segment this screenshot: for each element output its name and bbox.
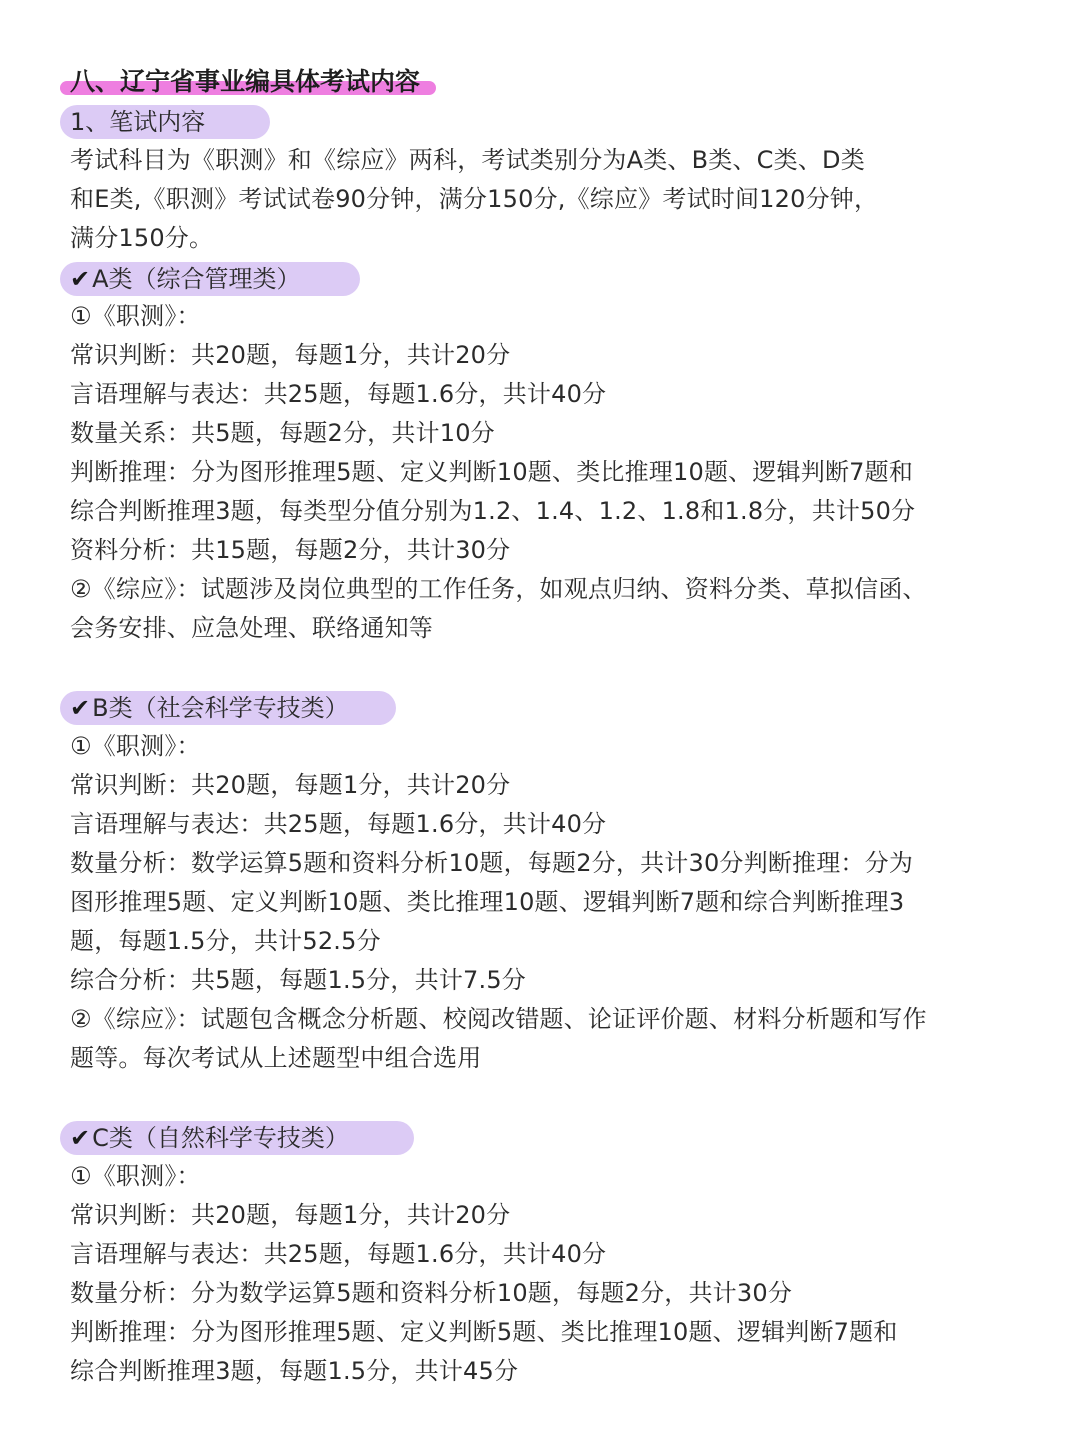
section-line: 数量分析：分为数学运算5题和资料分析10题，每题2分，共计30分 [70, 1279, 793, 1307]
intro-line: 和E类,《职测》考试试卷90分钟，满分150分,《综应》考试时间120分钟， [70, 185, 879, 213]
section-heading-c [60, 1121, 414, 1155]
check-icon: ✔ [70, 694, 91, 722]
section-line: 常识判断：共20题，每题1分，共计20分 [70, 771, 511, 799]
section-line: 言语理解与表达：共25题，每题1.6分，共计40分 [70, 380, 607, 408]
section-line: 图形推理5题、定义判断10题、类比推理10题、逻辑判断7题和综合判断推理3 [70, 888, 905, 916]
check-icon: ✔ [70, 265, 91, 293]
section-line: ①《职测》： [70, 732, 201, 760]
section-line: 资料分析：共15题，每题2分，共计30分 [70, 536, 511, 564]
section-line: 判断推理：分为图形推理5题、定义判断5题、类比推理10题、逻辑判断7题和 [70, 1318, 898, 1346]
section-line: 常识判断：共20题，每题1分，共计20分 [70, 1201, 511, 1229]
section-line: 常识判断：共20题，每题1分，共计20分 [70, 341, 511, 369]
section-line: 题等。每次考试从上述题型中组合选用 [70, 1044, 482, 1072]
page-title-text: 八、辽宁省事业编具体考试内容 [70, 67, 421, 96]
section-line: 判断推理：分为图形推理5题、定义判断10题、类比推理10题、逻辑判断7题和 [70, 458, 914, 486]
section-line: 综合判断推理3题，每类型分值分别为1.2、1.4、1.2、1.8和1.8分，共计50分 [70, 497, 916, 525]
section-line: 数量关系：共5题，每题2分，共计10分 [70, 419, 495, 447]
page-title [60, 62, 430, 102]
subtitle-text: 1、笔试内容 [70, 108, 206, 136]
section-line: 题，每题1.5分，共计52.5分 [70, 927, 381, 955]
section-heading-text: A类（综合管理类） [92, 265, 301, 293]
intro-line: 满分150分。 [70, 224, 214, 252]
section-line: 言语理解与表达：共25题，每题1.6分，共计40分 [70, 810, 607, 838]
section-heading-text: C类（自然科学专技类） [92, 1124, 349, 1152]
section-line: 综合判断推理3题，每题1.5分，共计45分 [70, 1357, 519, 1385]
subtitle-pill [60, 105, 270, 139]
section-heading-text: B类（社会科学专技类） [92, 694, 349, 722]
section-line: 数量分析：数学运算5题和资料分析10题，每题2分，共计30分判断推理：分为 [70, 849, 914, 877]
check-icon: ✔ [70, 1124, 91, 1152]
section-heading-b [60, 691, 396, 725]
section-line: 言语理解与表达：共25题，每题1.6分，共计40分 [70, 1240, 607, 1268]
section-line: ②《综应》：试题包含概念分析题、校阅改错题、论证评价题、材料分析题和写作 [70, 1005, 927, 1033]
section-heading-a [60, 262, 360, 296]
intro-line: 考试科目为《职测》和《综应》两科，考试类别分为A类、B类、C类、D类 [70, 146, 865, 174]
section-line: 综合分析：共5题，每题1.5分，共计7.5分 [70, 966, 527, 994]
section-line: ②《综应》：试题涉及岗位典型的工作任务，如观点归纳、资料分类、草拟信函、 [70, 575, 927, 603]
section-line: ①《职测》： [70, 302, 201, 330]
section-line: 会务安排、应急处理、联络通知等 [70, 614, 433, 642]
section-line: ①《职测》： [70, 1162, 201, 1190]
